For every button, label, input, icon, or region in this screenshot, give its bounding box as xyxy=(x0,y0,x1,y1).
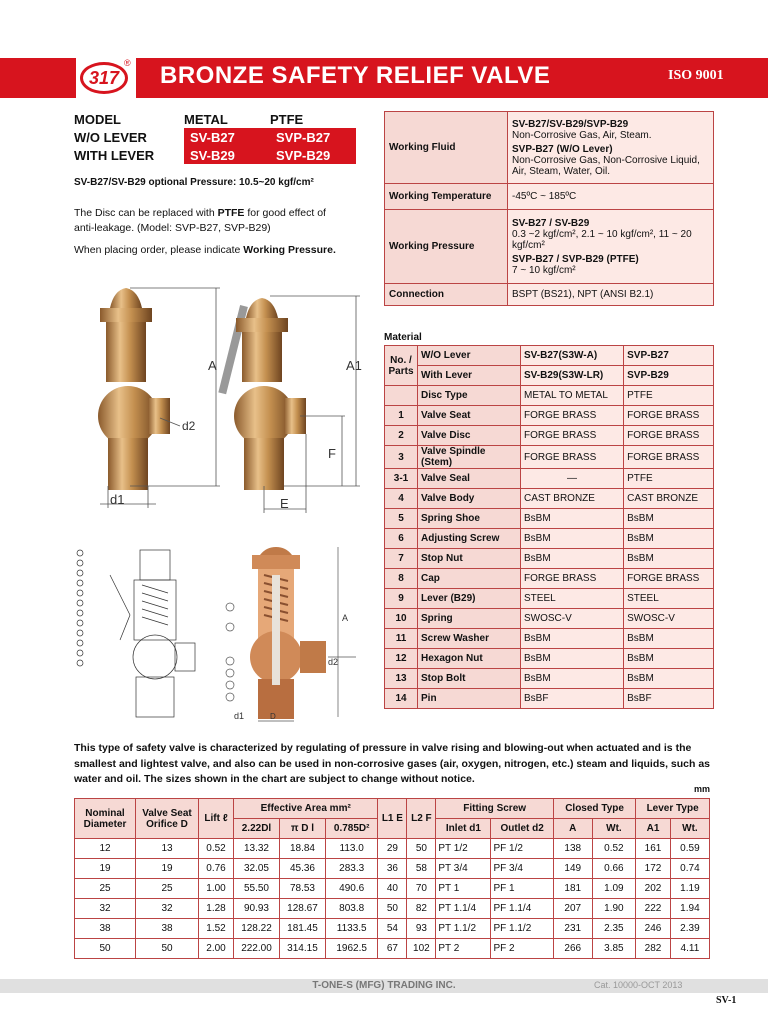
material-cell-no: 11 xyxy=(385,629,418,649)
material-cell-b: FORGE BRASS xyxy=(624,446,714,469)
dims-cell: PT 2 xyxy=(436,939,491,959)
dims-row xyxy=(75,839,710,859)
valve-with-lever-image xyxy=(218,298,306,490)
dims-cell: PT 1/2 xyxy=(436,839,491,859)
dims-cell: 231 xyxy=(553,919,592,939)
material-cell-part: Hexagon Nut xyxy=(418,649,521,669)
material-cell-a: BsBF xyxy=(521,689,624,709)
dims-subheader: π D l xyxy=(279,819,325,839)
section-label-d2: d2 xyxy=(328,657,339,667)
material-cell-a: BsBM xyxy=(521,629,624,649)
dims-cell: 202 xyxy=(636,879,671,899)
dims-row xyxy=(75,859,710,879)
material-cell-part: Lever (B29) xyxy=(418,589,521,609)
spec-text: Non-Corrosive Gas, Air, Steam. xyxy=(512,129,652,141)
material-cell-a: FORGE BRASS xyxy=(521,569,624,589)
material-cell-b: BsBM xyxy=(624,649,714,669)
material-row xyxy=(385,529,714,549)
material-cell-b: BsBF xyxy=(624,689,714,709)
spec-value xyxy=(508,112,714,184)
dims-cell: 1962.5 xyxy=(325,939,377,959)
dims-header: Fitting Screw xyxy=(436,799,554,819)
material-row xyxy=(385,689,714,709)
dims-cell: 19 xyxy=(136,859,199,879)
disc-note-ptfe: PTFE xyxy=(217,207,245,219)
material-table xyxy=(384,345,714,709)
spec-subhead: SV-B27/SV-B29/SVP-B29 xyxy=(512,118,629,130)
dim-label-a1: A1 xyxy=(346,358,362,373)
spec-label: Working Pressure xyxy=(385,210,508,284)
spec-subhead: SVP-B27 (W/O Lever) xyxy=(512,143,613,155)
material-cell-b: STEEL xyxy=(624,589,714,609)
material-row xyxy=(385,446,714,469)
material-cell-a: STEEL xyxy=(521,589,624,609)
dims-cell: 2.00 xyxy=(199,939,234,959)
dims-cell: 102 xyxy=(407,939,436,959)
dims-cell: 55.50 xyxy=(234,879,280,899)
material-cell-no: 6 xyxy=(385,529,418,549)
material-cell-a: SWOSC-V xyxy=(521,609,624,629)
company-logo: 317 xyxy=(80,62,128,94)
dims-cell: 246 xyxy=(636,919,671,939)
dims-cell: 12 xyxy=(75,839,136,859)
dims-cell: PT 3/4 xyxy=(436,859,491,879)
material-cell-part: Valve Seat xyxy=(418,406,521,426)
dim-label-d1: d1 xyxy=(110,492,125,507)
material-cell-b: PTFE xyxy=(624,469,714,489)
dims-cell: 93 xyxy=(407,919,436,939)
dim-label-d2: d2 xyxy=(182,419,196,433)
material-row xyxy=(385,406,714,426)
dims-header: L2 F xyxy=(407,799,436,839)
dims-cell: PT 1.1/2 xyxy=(436,919,491,939)
material-cell-part: Screw Washer xyxy=(418,629,521,649)
material-cell-a: BsBM xyxy=(521,649,624,669)
dims-cell: 90.93 xyxy=(234,899,280,919)
dims-cell: 25 xyxy=(136,879,199,899)
material-header: SVP-B27 xyxy=(624,346,714,366)
material-cell-no: 12 xyxy=(385,649,418,669)
dim-label-f: F xyxy=(328,446,336,461)
material-cell-b: FORGE BRASS xyxy=(624,569,714,589)
order-note-bold: Working Pressure. xyxy=(243,244,336,256)
material-row xyxy=(385,669,714,689)
material-cell-part: Cap xyxy=(418,569,521,589)
spec-value: BSPT (BS21), NPT (ANSI B2.1) xyxy=(508,284,714,306)
dims-subheader: Wt. xyxy=(592,819,636,839)
material-cell-b: PTFE xyxy=(624,386,714,406)
dims-cell: 161 xyxy=(636,839,671,859)
material-row xyxy=(385,589,714,609)
model-metal: SV-B27 xyxy=(184,128,270,146)
material-cell-part: Valve Seal xyxy=(418,469,521,489)
material-row xyxy=(385,469,714,489)
section-label-a: A xyxy=(342,613,349,623)
valve-section-drawing xyxy=(70,545,380,725)
dims-cell: PF 2 xyxy=(491,939,553,959)
dims-cell: 128.22 xyxy=(234,919,280,939)
dims-cell: 2.39 xyxy=(670,919,709,939)
material-header: With Lever xyxy=(418,366,521,386)
dims-cell: 70 xyxy=(407,879,436,899)
dims-cell: 128.67 xyxy=(279,899,325,919)
material-cell-b: BsBM xyxy=(624,549,714,569)
material-cell-a: BsBM xyxy=(521,509,624,529)
dims-subheader: 2.22Dl xyxy=(234,819,280,839)
unit-label: mm xyxy=(694,784,711,794)
optional-pressure-note: SV-B27/SV-B29 optional Pressure: 10.5~20 kgf/cm² xyxy=(74,177,314,188)
dims-row xyxy=(75,939,710,959)
dims-cell: 1.00 xyxy=(199,879,234,899)
model-row-label: WITH LEVER xyxy=(74,147,155,163)
dims-cell: 58 xyxy=(407,859,436,879)
material-row xyxy=(385,549,714,569)
dims-rows xyxy=(75,839,710,959)
dims-subheader: Inlet d1 xyxy=(436,819,491,839)
material-row xyxy=(385,649,714,669)
dims-header: L1 E xyxy=(378,799,407,839)
dims-cell: 0.59 xyxy=(670,839,709,859)
dims-cell: 803.8 xyxy=(325,899,377,919)
dims-cell: 18.84 xyxy=(279,839,325,859)
cutaway-section-view xyxy=(250,547,326,719)
catalog-number: Cat. 10000-OCT 2013 xyxy=(594,980,683,990)
material-cell-no: 1 xyxy=(385,406,418,426)
dims-cell: 3.85 xyxy=(592,939,636,959)
dims-cell: 50 xyxy=(407,839,436,859)
dims-cell: 1133.5 xyxy=(325,919,377,939)
dims-cell: 82 xyxy=(407,899,436,919)
material-cell-a: FORGE BRASS xyxy=(521,406,624,426)
dims-cell: 0.74 xyxy=(670,859,709,879)
dims-header: Effective Area mm² xyxy=(234,799,378,819)
dims-cell: 78.53 xyxy=(279,879,325,899)
dims-header: Closed Type xyxy=(553,799,635,819)
material-row xyxy=(385,609,714,629)
dims-cell: 45.36 xyxy=(279,859,325,879)
dims-cell: 222 xyxy=(636,899,671,919)
dims-cell: 36 xyxy=(378,859,407,879)
material-cell-a: BsBM xyxy=(521,529,624,549)
dims-cell: 38 xyxy=(75,919,136,939)
dimensions-table xyxy=(74,798,710,959)
description-text: This type of safety valve is characterized by regulating of pressure in valve rising and blowing-out when actuated and is the smallest and lightest valve, and also can be used in non-corrosive gases (air, oxygen, nitrogen, etc.) steam and liquids, such as water and oil. The sizes shown in the chart are subject to change without notice. xyxy=(74,742,711,785)
dims-cell: 181.45 xyxy=(279,919,325,939)
material-cell-part: Adjusting Screw xyxy=(418,529,521,549)
dims-cell: 50 xyxy=(378,899,407,919)
dims-cell: 40 xyxy=(378,879,407,899)
material-cell-a: BsBM xyxy=(521,549,624,569)
dims-cell: 0.52 xyxy=(592,839,636,859)
dims-subheader: Outlet d2 xyxy=(491,819,553,839)
spec-text: 7 ~ 10 kgf/cm² xyxy=(512,264,576,276)
dims-cell: PF 1.1/2 xyxy=(491,919,553,939)
dims-cell: 0.76 xyxy=(199,859,234,879)
dims-subheader: Wt. xyxy=(670,819,709,839)
spec-subhead: SV-B27 / SV-B29 xyxy=(512,217,590,229)
dims-cell: 266 xyxy=(553,939,592,959)
dims-row xyxy=(75,919,710,939)
material-cell-b: BsBM xyxy=(624,669,714,689)
dims-cell: 282 xyxy=(636,939,671,959)
dims-cell: 1.90 xyxy=(592,899,636,919)
dims-header: Valve Seat Orifice D xyxy=(136,799,199,839)
material-cell-b: BsBM xyxy=(624,509,714,529)
ptfe-header: PTFE xyxy=(270,111,304,127)
material-cell-no: 10 xyxy=(385,609,418,629)
disc-note-text: anti-leakage. (Model: SVP-B27, SVP-B29) xyxy=(74,222,271,234)
material-header: SVP-B29 xyxy=(624,366,714,386)
material-cell-a: METAL TO METAL xyxy=(521,386,624,406)
material-row xyxy=(385,386,714,406)
spec-value xyxy=(508,210,714,284)
model-metal: SV-B29 xyxy=(184,146,270,164)
dims-cell: 4.11 xyxy=(670,939,709,959)
section-label-d: D xyxy=(270,712,276,721)
material-cell-a: CAST BRONZE xyxy=(521,489,624,509)
material-cell-part: Valve Spindle (Stem) xyxy=(418,446,521,469)
model-header: MODEL xyxy=(74,111,121,127)
dims-cell: 54 xyxy=(378,919,407,939)
dims-cell: PT 1 xyxy=(436,879,491,899)
spec-subhead: SVP-B27 / SVP-B29 (PTFE) xyxy=(512,253,639,265)
material-header: SV-B27(S3W-A) xyxy=(521,346,624,366)
dims-row xyxy=(75,899,710,919)
dims-cell: PF 3/4 xyxy=(491,859,553,879)
dims-cell: 29 xyxy=(378,839,407,859)
material-cell-no: 2 xyxy=(385,426,418,446)
material-cell-a: FORGE BRASS xyxy=(521,446,624,469)
disc-note-text: The Disc can be replaced with xyxy=(74,207,218,219)
dims-cell: 113.0 xyxy=(325,839,377,859)
material-cell-part: Spring Shoe xyxy=(418,509,521,529)
dims-header: Lever Type xyxy=(636,799,710,819)
material-cell-no: 3 xyxy=(385,446,418,469)
page-title: BRONZE SAFETY RELIEF VALVE xyxy=(160,62,551,89)
material-cell-b: BsBM xyxy=(624,629,714,649)
material-cell-no: 8 xyxy=(385,569,418,589)
material-cell-b: CAST BRONZE xyxy=(624,489,714,509)
material-cell-a: — xyxy=(521,469,624,489)
dims-cell: 19 xyxy=(75,859,136,879)
material-cell-b: FORGE BRASS xyxy=(624,426,714,446)
dims-cell: 32.05 xyxy=(234,859,280,879)
material-cell-part: Spring xyxy=(418,609,521,629)
spec-value: -45ºC ~ 185ºC xyxy=(508,184,714,210)
spec-label: Working Fluid xyxy=(385,112,508,184)
dims-cell: 1.09 xyxy=(592,879,636,899)
spec-label: Working Temperature xyxy=(385,184,508,210)
dims-cell: 13 xyxy=(136,839,199,859)
registered-mark: ® xyxy=(124,58,131,68)
dims-cell: PF 1.1/4 xyxy=(491,899,553,919)
material-cell-no: 7 xyxy=(385,549,418,569)
dims-cell: 172 xyxy=(636,859,671,879)
page-number: SV-1 xyxy=(716,995,737,1006)
dims-cell: 50 xyxy=(75,939,136,959)
dims-cell: 1.19 xyxy=(670,879,709,899)
material-cell-part: Pin xyxy=(418,689,521,709)
material-cell-no: 3-1 xyxy=(385,469,418,489)
dims-cell: 314.15 xyxy=(279,939,325,959)
dims-cell: 32 xyxy=(136,899,199,919)
dims-cell: 222.00 xyxy=(234,939,280,959)
valve-wo-lever-image xyxy=(98,288,170,490)
line-section-view xyxy=(77,550,195,717)
dims-cell: PT 1.1/4 xyxy=(436,899,491,919)
material-cell-a: BsBM xyxy=(521,669,624,689)
material-cell-no: 14 xyxy=(385,689,418,709)
material-header: SV-B29(S3W-LR) xyxy=(521,366,624,386)
material-row xyxy=(385,489,714,509)
material-cell-part: Stop Nut xyxy=(418,549,521,569)
material-cell-no: 5 xyxy=(385,509,418,529)
material-cell-part: Valve Body xyxy=(418,489,521,509)
material-cell-b: BsBM xyxy=(624,529,714,549)
dims-cell: 1.28 xyxy=(199,899,234,919)
model-row-label: W/O LEVER xyxy=(74,129,147,145)
spec-label: Connection xyxy=(385,284,508,306)
dims-cell: 138 xyxy=(553,839,592,859)
disc-note-text: for good effect of xyxy=(244,207,326,219)
dim-label-a: A xyxy=(208,358,217,373)
dims-subheader: A xyxy=(553,819,592,839)
material-cell-b: SWOSC-V xyxy=(624,609,714,629)
dims-row xyxy=(75,879,710,899)
company-name: T-ONE-S (MFG) TRADING INC. xyxy=(312,980,456,991)
dims-cell: 181 xyxy=(553,879,592,899)
dims-cell: 207 xyxy=(553,899,592,919)
material-row xyxy=(385,629,714,649)
order-note xyxy=(74,244,336,256)
dims-cell: 50 xyxy=(136,939,199,959)
disc-note xyxy=(74,206,364,236)
material-cell-part: Disc Type xyxy=(418,386,521,406)
spec-text: 0.3 ~2 kgf/cm², 2.1 ~ 10 kgf/cm², 11 ~ 20 kgf/cm² xyxy=(512,228,692,251)
dims-cell: 1.94 xyxy=(670,899,709,919)
material-cell-part: Valve Disc xyxy=(418,426,521,446)
dims-cell: 2.35 xyxy=(592,919,636,939)
dims-cell: 38 xyxy=(136,919,199,939)
material-row xyxy=(385,509,714,529)
dim-label-e: E xyxy=(280,496,289,511)
dims-cell: 1.52 xyxy=(199,919,234,939)
material-header: W/O Lever xyxy=(418,346,521,366)
section-label-d1: d1 xyxy=(234,711,245,721)
dims-cell: 490.6 xyxy=(325,879,377,899)
dims-cell: 0.66 xyxy=(592,859,636,879)
dims-subheader: 0.785D² xyxy=(325,819,377,839)
material-cell-no: 9 xyxy=(385,589,418,609)
material-cell-no: 4 xyxy=(385,489,418,509)
material-row xyxy=(385,569,714,589)
iso-label: ISO 9001 xyxy=(668,68,724,83)
dims-cell: 25 xyxy=(75,879,136,899)
no-parts-header: No. / Parts xyxy=(385,346,418,386)
material-cell-no xyxy=(385,386,418,406)
spec-text: Non-Corrosive Gas, Non-Corrosive Liquid, Air, Steam, Water, Oil. xyxy=(512,154,700,177)
dims-cell: 13.32 xyxy=(234,839,280,859)
dims-cell: 67 xyxy=(378,939,407,959)
dims-cell: 0.52 xyxy=(199,839,234,859)
dims-cell: 32 xyxy=(75,899,136,919)
material-title: Material xyxy=(384,332,422,343)
dims-cell: PF 1 xyxy=(491,879,553,899)
order-note-text: When placing order, please indicate xyxy=(74,244,244,256)
model-table xyxy=(74,110,356,164)
dims-header: Nominal Diameter xyxy=(75,799,136,839)
dims-cell: PF 1/2 xyxy=(491,839,553,859)
model-ptfe: SVP-B27 xyxy=(270,128,356,146)
spec-table xyxy=(384,111,714,306)
material-cell-no: 13 xyxy=(385,669,418,689)
dims-cell: 149 xyxy=(553,859,592,879)
dims-subheader: A1 xyxy=(636,819,671,839)
material-row xyxy=(385,426,714,446)
material-cell-b: FORGE BRASS xyxy=(624,406,714,426)
dims-header: Lift ℓ xyxy=(199,799,234,839)
material-rows xyxy=(385,386,714,709)
material-cell-a: FORGE BRASS xyxy=(521,426,624,446)
valve-photo-drawing xyxy=(70,268,380,528)
model-ptfe: SVP-B29 xyxy=(270,146,356,164)
metal-header: METAL xyxy=(184,111,228,127)
material-cell-part: Stop Bolt xyxy=(418,669,521,689)
dims-cell: 283.3 xyxy=(325,859,377,879)
